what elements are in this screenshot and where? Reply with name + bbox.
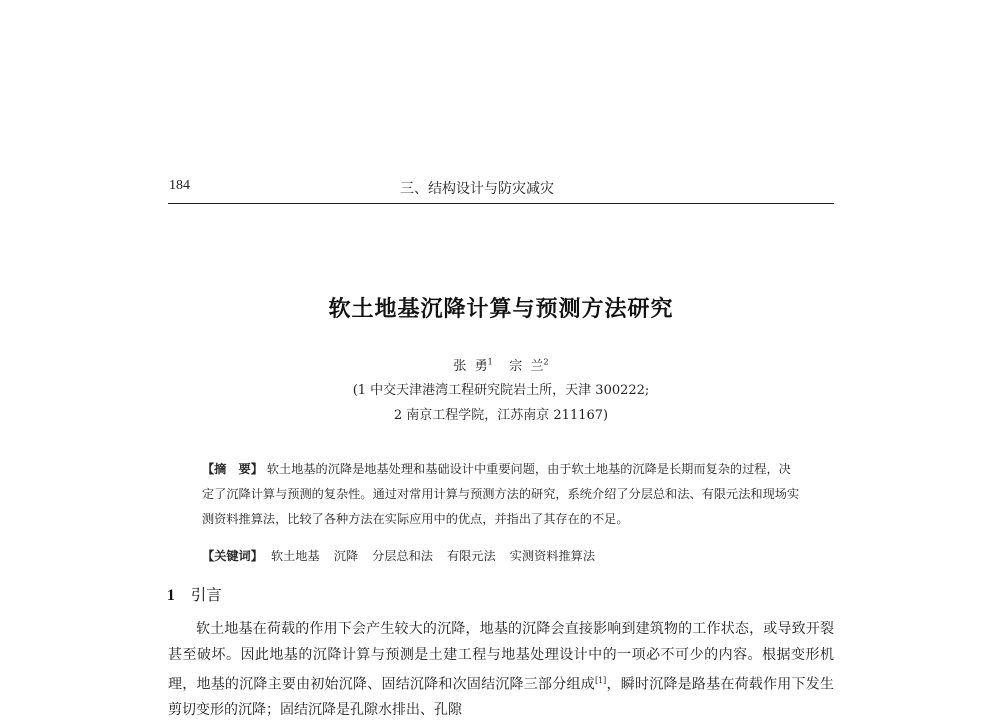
author-1: 张 勇 [453, 359, 488, 374]
paper-title: 软土地基沉降计算与预测方法研究 [328, 297, 674, 322]
author-2-affiliation-mark: 2 [543, 357, 549, 367]
body-paragraph [168, 617, 834, 724]
affiliation-1: (1 中交天津港湾工程研究院岩土所，天津 300222; [352, 383, 650, 398]
page-number: 184 [169, 178, 190, 193]
keyword: 实测资料推算法 [509, 549, 596, 563]
paragraph-text: 软土地基在荷载的作用下会产生较大的沉降，地基的沉降会直接影响到建筑物的工作状态，或导致开裂甚至破坏。因此地基的沉降计算与预测是土建工程与地基处理设计中的一项必不可少的内容。根据变形机理，地基的沉降主要由初始沉降、固结沉降和次固结沉降三部分组成 [168, 621, 834, 693]
authors [168, 355, 834, 374]
author-1-affiliation-mark: 1 [487, 357, 493, 367]
section-title: 引言 [190, 586, 222, 604]
keyword: 有限元法 [447, 549, 496, 563]
affiliation-2: 2 南京工程学院，江苏南京 211167) [393, 408, 609, 423]
section-heading [167, 583, 222, 605]
header-rule [168, 203, 834, 204]
abstract-label: 【摘 要】 [202, 462, 263, 476]
keyword: 软土地基 [270, 549, 320, 563]
author-2: 宗 兰 [509, 359, 544, 374]
keywords-label: 【关键词】 [202, 549, 263, 563]
citation: [1] [594, 676, 607, 685]
paragraph-text-continued: ，瞬时沉降是路基在荷载作用下发生剪切变形的沉降；固结沉降是孔隙水排出、孔隙 [168, 676, 835, 719]
abstract [202, 457, 802, 532]
section-number: 1 [167, 587, 175, 604]
keywords [202, 547, 802, 564]
running-head: 三、结构设计与防灾减灾 [400, 181, 554, 197]
keyword: 沉降 [333, 549, 359, 563]
abstract-text: 软土地基的沉降是地基处理和基础设计中重要问题，由于软土地基的沉降是长期而复杂的过程，决定了沉降计算与预测的复杂性。通过对常用计算与预测方法的研究，系统介绍了分层总和法、有限元法和现场实测资料推算法，比较了各种方法在实际应用中的优点，并指出了其存在的不足。 [202, 462, 800, 526]
keyword: 分层总和法 [372, 549, 433, 563]
